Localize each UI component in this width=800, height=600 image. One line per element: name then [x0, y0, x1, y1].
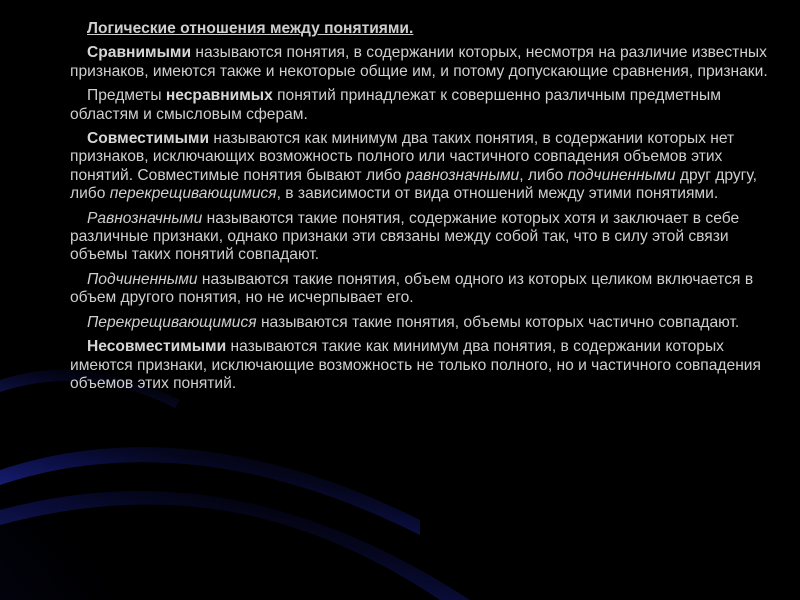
- term-incompatible: Несовместимыми: [87, 338, 227, 356]
- term-equivalent-inline: равнозначными: [405, 166, 520, 184]
- term-compatible: Совместимыми: [87, 130, 210, 148]
- term-incomparable: несравнимых: [165, 87, 273, 105]
- paragraph-incompatible: Несовместимыми называются такие как минимум два понятия, в содержании которых имеются признаки, исключающие возможность не только полного, но и частичного совпадения объемов этих понятий.: [70, 338, 761, 392]
- slide-title: Логические отношения между понятиями.: [87, 20, 414, 37]
- paragraph-equivalent: Равнозначными называются такие понятия, содержание которых хотя и заключает в себе различные признаки, однако признаки эти связаны между собой так, что в силу этой связи объемы таких понятий совпадают.: [70, 209, 740, 264]
- paragraph-compatible: Совместимыми называются как минимум два таких понятия, в содержании которых нет признаков, исключающих возможность полного или частичного совпадения объемов этих понятий. Совместимые понятия бывают либо равнозначными, либо подчиненными друг другу, либо перекрещивающимися, в зависимости от вида отношений между этими понятиями.: [70, 130, 757, 203]
- paragraph-intersecting: Перекрещивающимися называются такие понятия, объемы которых частично совпадают.: [87, 313, 740, 331]
- term-equivalent: Равнозначными: [87, 209, 203, 227]
- paragraph-subordinate: Подчиненными называются такие понятия, объем одного из которых целиком включается в объем другого понятия, но не исчерпывает его.: [70, 270, 754, 307]
- term-intersecting: Перекрещивающимися: [87, 313, 257, 331]
- paragraph-comparable: Сравнимыми называются понятия, в содержании которых, несмотря на различие известных признаков, имеются также и некоторые общие им, и потому допускающие сравнения, признаки.: [70, 44, 768, 80]
- term-subordinate-inline: подчиненными: [567, 166, 676, 184]
- term-subordinate: Подчиненными: [87, 270, 198, 288]
- term-intersecting-inline: перекрещивающимися: [109, 185, 277, 203]
- slide-content: [70, 20, 785, 399]
- term-comparable: Сравнимыми: [87, 44, 192, 62]
- paragraph-incomparable: Предметы несравнимых понятий принадлежат к совершенно различным предметным областям и смысловым сферам.: [70, 87, 721, 123]
